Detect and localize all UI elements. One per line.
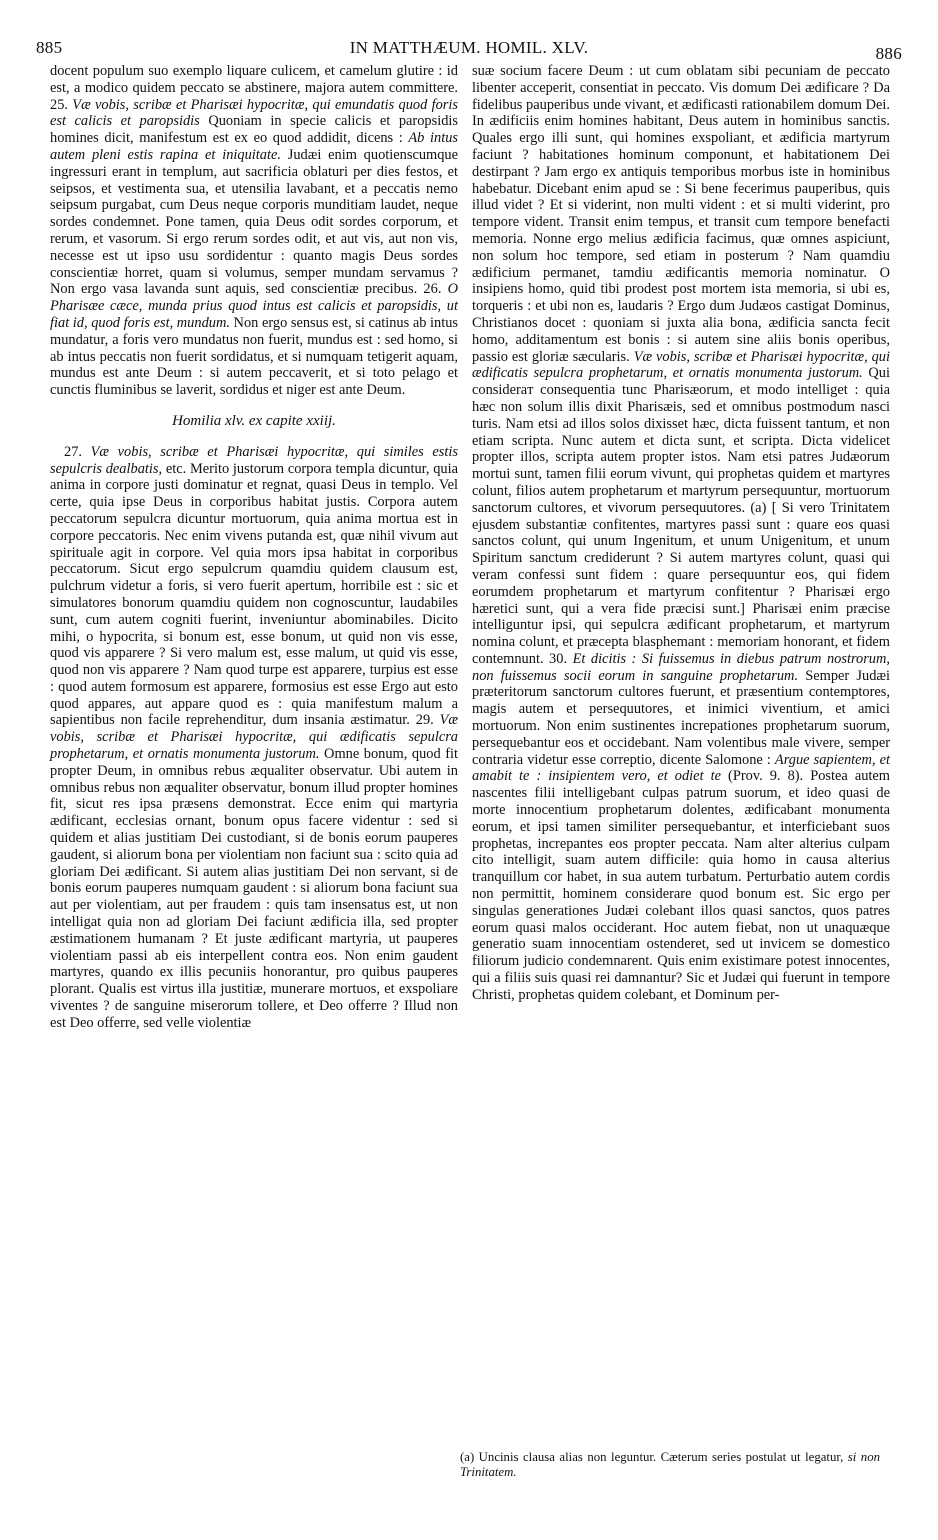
text-run: Qui consideraт consequentia tunc Pharisæorum, et modo intelliget : quia hæc non solum illis dixit Pharisæis, sed et omnibus postmodum nasci turis. Nam etsi ad illos solos dixisset hæc, dicta fuissent tantum, et non etiam scripta. Nunc autem et dicta sunt, et scripta. Dicta videlicet propter illos, scripta autem propter istos. Nam etsi patres Judæorum mortui sunt, tamen filii eorum vivunt, qui prophetas quidem et martyres colunt, filios autem prophetarum et martyrum persequuntur, mortuorum sanctorum cultores, et vivorum persequutores. (a) [ Si vero Trinitatem ejusdem substantiæ confitentes, martyres passi sunt : quare eos quasi sanctos colunt, qui unum Ingenitum, et unum Unigenitum, et unum Spiritum sanctum crediderunt ? Si autem martyres colunt, quasi qui veram confessi sunt fidem : quare persequuntur eos, qui fidem eorumdem prophetarum et martyrum confitentur ? Pharisæi ergo hæretici sunt, qui a vera fide præcisi sunt.] Pharisæi enim præcise intelliguntur ipsi, qui sepulcra ædificant prophetarum, et martyrum nomina colunt, et præcepta blasphemant : memoriam honorant, et fidem contemnunt. 30. bbox=[472, 365, 890, 667]
text-run: Judæi enim quotienscumque ingressuri erant in templum, aut sacrificia oblaturi per dies festos, et seipsos, et vestimenta sua, et utensilia lavabant, et a peccatis nemo seipsum purgabat, cum Deus neque corporis munditiam laudet, neque sordes condemnet. Pone tamen, quia Deus odit sordes corporum, et rerum, et vasorum. Si ergo rerum sordes odit, et aut vis, aut non vis, necesse est ut ipso usu sordidentur : quanto magis Deus sordes conscientiæ horret, quam si volumus, semper mundam servamus ? Non ergo vasa lavanda sunt aquis, sed conscientiæ precibus. 26. bbox=[50, 146, 458, 298]
text-run: (a) Uncinis clausa alias non leguntur. Cæterum series postulat ut legatur, bbox=[460, 1450, 848, 1464]
text-run: Omne bonum, quod fit propter Deum, in omnibus rebus æqualiter observatur. Ubi autem in omnibus rebus non æqualiter observatur, bonum illud propter homines fit, sicut res ipsa præsens demonstrat. Ecce enim qui martyria ædificant, ecclesias ornant, bonum opus facere videntur : sed si quidem et alias justitiam Dei custodiant, si de bonis eorum pauperes gaudent, si aliorum bona per violentiam non faciunt sua : scito quia ad gloriam Dei ædificant. Si autem alias justitiam Dei non servant, si de bonis eorum pauperes numquam gaudent : si aliorum bona faciunt sua aut per violentiam, aut per fraudem : quis tam insensatus est, ut non intelligat quia non ad gloriam Dei faciunt ædificia illa, sed propter æstimationem humanam ? Et juste ædificant martyria, ut pauperes violentiam passi ab eis interpellent contra eos. Non enim gaudent martyres, quando ex illis pecuniis honorantur, pro quibus pauperes plorant. Qualis est virtus illa justitiæ, munerare mortuos, et exspoliare viventes ? de sanguine miserorum tollere, et Deo offerre ? Illud non est Deo offerre, sed velle violentiæ bbox=[50, 746, 458, 1031]
italic-text-run: Væ vobis, scribæ et Pharisæi hypocritæ, qui emundatis quod foris est calicis et paropsidis bbox=[50, 96, 458, 130]
text-run: docent populum suo exemplo liquare culicem, et camelum glutire : id est, a modico quidem peccato se abstinere, majora autem committere. 25. bbox=[50, 63, 458, 113]
text-run: suæ socium facere Deum : ut cum oblatam sibi pecuniam de peccato libenter acceperit, consentiat in peccato. Vis domum Dei ædificare ? Da fidelibus pauperibus unde vivant, et ædificasti rationabilem domum Dei. In ædificiis enim homines habitant, Deus autem in hominibus sanctis. Quales ergo illi sunt, qui homines exspoliant, et ædificia martyrum faciunt ? habitationes hominum componunt, et habitationem Dei destirpant ? Jam ergo ex antiquis temporibus morbus iste in hominibus habebatur. Dicebant enim apud se : Si bene fecerimus pauperibus, quis illud videt ? Et si viderint, non multi vident : et si multi viderint, pro tempore vident. Transit enim tempus, et transit cum tempore benefacti memoria. Nonne ergo melius ædificia facimus, quæ omnes aspiciunt, non solum hoc tempore, sed etiam in posterum ? Nam quamdiu ædificium permanet, tamdiu ædificantis memoria nominatur. O insipiens homo, quid tibi prodest post mortem ista memoria, si ubi es, torqueris : et ubi non es, laudaris ? Ergo dum Judæos castigat Dominus, Christianos docet : quoniam si juxta alia bona, ædificia sancta fecit homo, additamentum est bonis : si autem sine aliis bonis operibus, passio est gloriæ sæcularis. bbox=[472, 63, 890, 365]
right-column bbox=[472, 63, 890, 1004]
italic-text-run: O Pharisæe cæce, munda prius quod intus est calicis et paropsidis, ut fiat id, quod foris est, mundum. bbox=[50, 281, 458, 331]
italic-text-run: Væ vobis, scribæ et Pharisæi hypocritæ, qui ædificatis sepulcra prophetarum, et ornatis monumenta justorum. bbox=[50, 712, 458, 763]
page-header bbox=[0, 28, 938, 63]
footnote bbox=[460, 1450, 880, 1480]
text-run: Non ergo sensus est, si catinus ab intus mundatur, a foris vero mundatus non fuerit, mundus est : sed homo, si ab intus peccatis non fuerit sordidatus, et si numquam tetigerit aquam, mundus est ante Deum : si autem peccaverit, et si toto pelago et cunctis fluminibus se laverit, sordidus et niger est ante Deum. bbox=[50, 314, 459, 399]
italic-text-run: Et dicitis : Si fuissemus in diebus patrum nostrorum, non fuissemus socii eorum in sanguine prophetarum. bbox=[472, 650, 890, 684]
running-title: IN MATTHÆUM. HOMIL. XLV. bbox=[349, 38, 589, 57]
text-run: 27. bbox=[64, 443, 91, 460]
italic-text-run: si non Trinitatem. bbox=[460, 1450, 880, 1479]
italic-text-run: Argue sapientem, et amabit te : insipientem vero, et odiet te bbox=[472, 751, 890, 785]
italic-text-run: Ab intus autem pleni estis rapina et iniquitate. bbox=[50, 130, 458, 163]
right-paragraph-1 bbox=[472, 63, 890, 1004]
left-paragraph-1 bbox=[50, 63, 458, 399]
italic-text-run: Væ vobis, scribæ et Pharisæi hypocritæ, qui similes estis sepulcris dealbatis, bbox=[50, 443, 458, 477]
left-paragraph-2 bbox=[50, 444, 458, 1032]
left-column bbox=[50, 63, 458, 1032]
text-run: etc. Merito justorum corpora templa dicuntur, quia anima in corpore justi dominatur et regnat, quasi Deus in templo. Vel certe, quia ipse Deus in corporibus habitat justis. Corpora autem peccatorum sepulcra dicuntur mortuorum, quia anima mortua est in corpore peccatoris. Nec enim vivens putanda est, quæ nihil vivum aut spirituale agit in corpore. Vel quia mors ipsa habitat in corporibus peccatorum. Sicut ergo sepulcrum quamdiu quidem clausum est, pulchrum videtur a foris, si vero fuerit apertum, horribile est : sic et simulatores bonorum quamdiu quidem non cognoscuntur, laudabiles sunt, cum autem cogniti fuerint, inveniuntur abominabiles. Dicito mihi, o hypocrita, si bonum est, esse bonum, ut quid non vis esse, quod vis apparere ? Si vero malum est, esse malum, ut quid vis esse, quod non vis apparere ? Nam quod turpe est apparere, turpius est esse : quod autem formosum est apparere, formosius est esse Ergo aut esto quod appares, aut appare quod es : quia manifestum malum a sapientibus non facile reprehenditur, dum insania æstimatur. 29. bbox=[50, 460, 459, 729]
text-run: Quoniam in specie calicis et paropsidis homines dicit, manifestum est ex eo quod addidit, dicens : bbox=[50, 113, 458, 147]
page-number-right: 886 bbox=[875, 44, 902, 63]
homily-heading: Homilia xlv. ex capite xxiij. bbox=[172, 412, 336, 429]
text-run: (Prov. 9. 8). Postea autem nascentes filii intelligebant culpas patrum suorum, et ideo quasi de morte innocentium prophetarum dolentes, ædificabant monumenta eorum, et ipsi tamen similiter persequebantur, et interficiebant suos prophetas, increpantes eos propter peccata. Nam alter alterius culpam cito intelligit, suam autem difficile: quia homo in causa alterius tranquillum cor habet, in sua autem turbatum. Perturbatio autem cordis non permittit, hominem considerare quod bonum est. Sic ergo per singulas generationes Judæi colebant illos quasi sanctos, quos patres eorum quasi malos occiderant. Hoc autem fiebat, non ut unaquæque generatio suam innocentiam ostenderet, sed ut invicem se domestico filiorum judicio condemnarent. Quis enim existimare potest innocentes, qui a filiis suis quasi rei damnantur? Sic et Judæi qui fuerunt in tempore Christi, prophetas quidem colebant, et Dominum per- bbox=[472, 768, 890, 1003]
italic-text-run: Væ vobis, scribæ et Pharisæi hypocritæ, qui ædificatis sepulcra prophetarum, et ornatis monumenta justorum. bbox=[472, 348, 891, 382]
page-number-left: 885 bbox=[36, 38, 63, 57]
text-run: Semper Judæi præteritorum sanctorum cultores fuerunt, et præsentium contemptores, magis autem et persequutores, et inimici viventium, et amici mortuorum. Non enim sustinentes increpationes prophetarum suorum, persequebantur eos et occidebant. Nam volentibus male vivere, semper contraria videtur esse correptio, dicente Salomone : bbox=[472, 667, 890, 768]
